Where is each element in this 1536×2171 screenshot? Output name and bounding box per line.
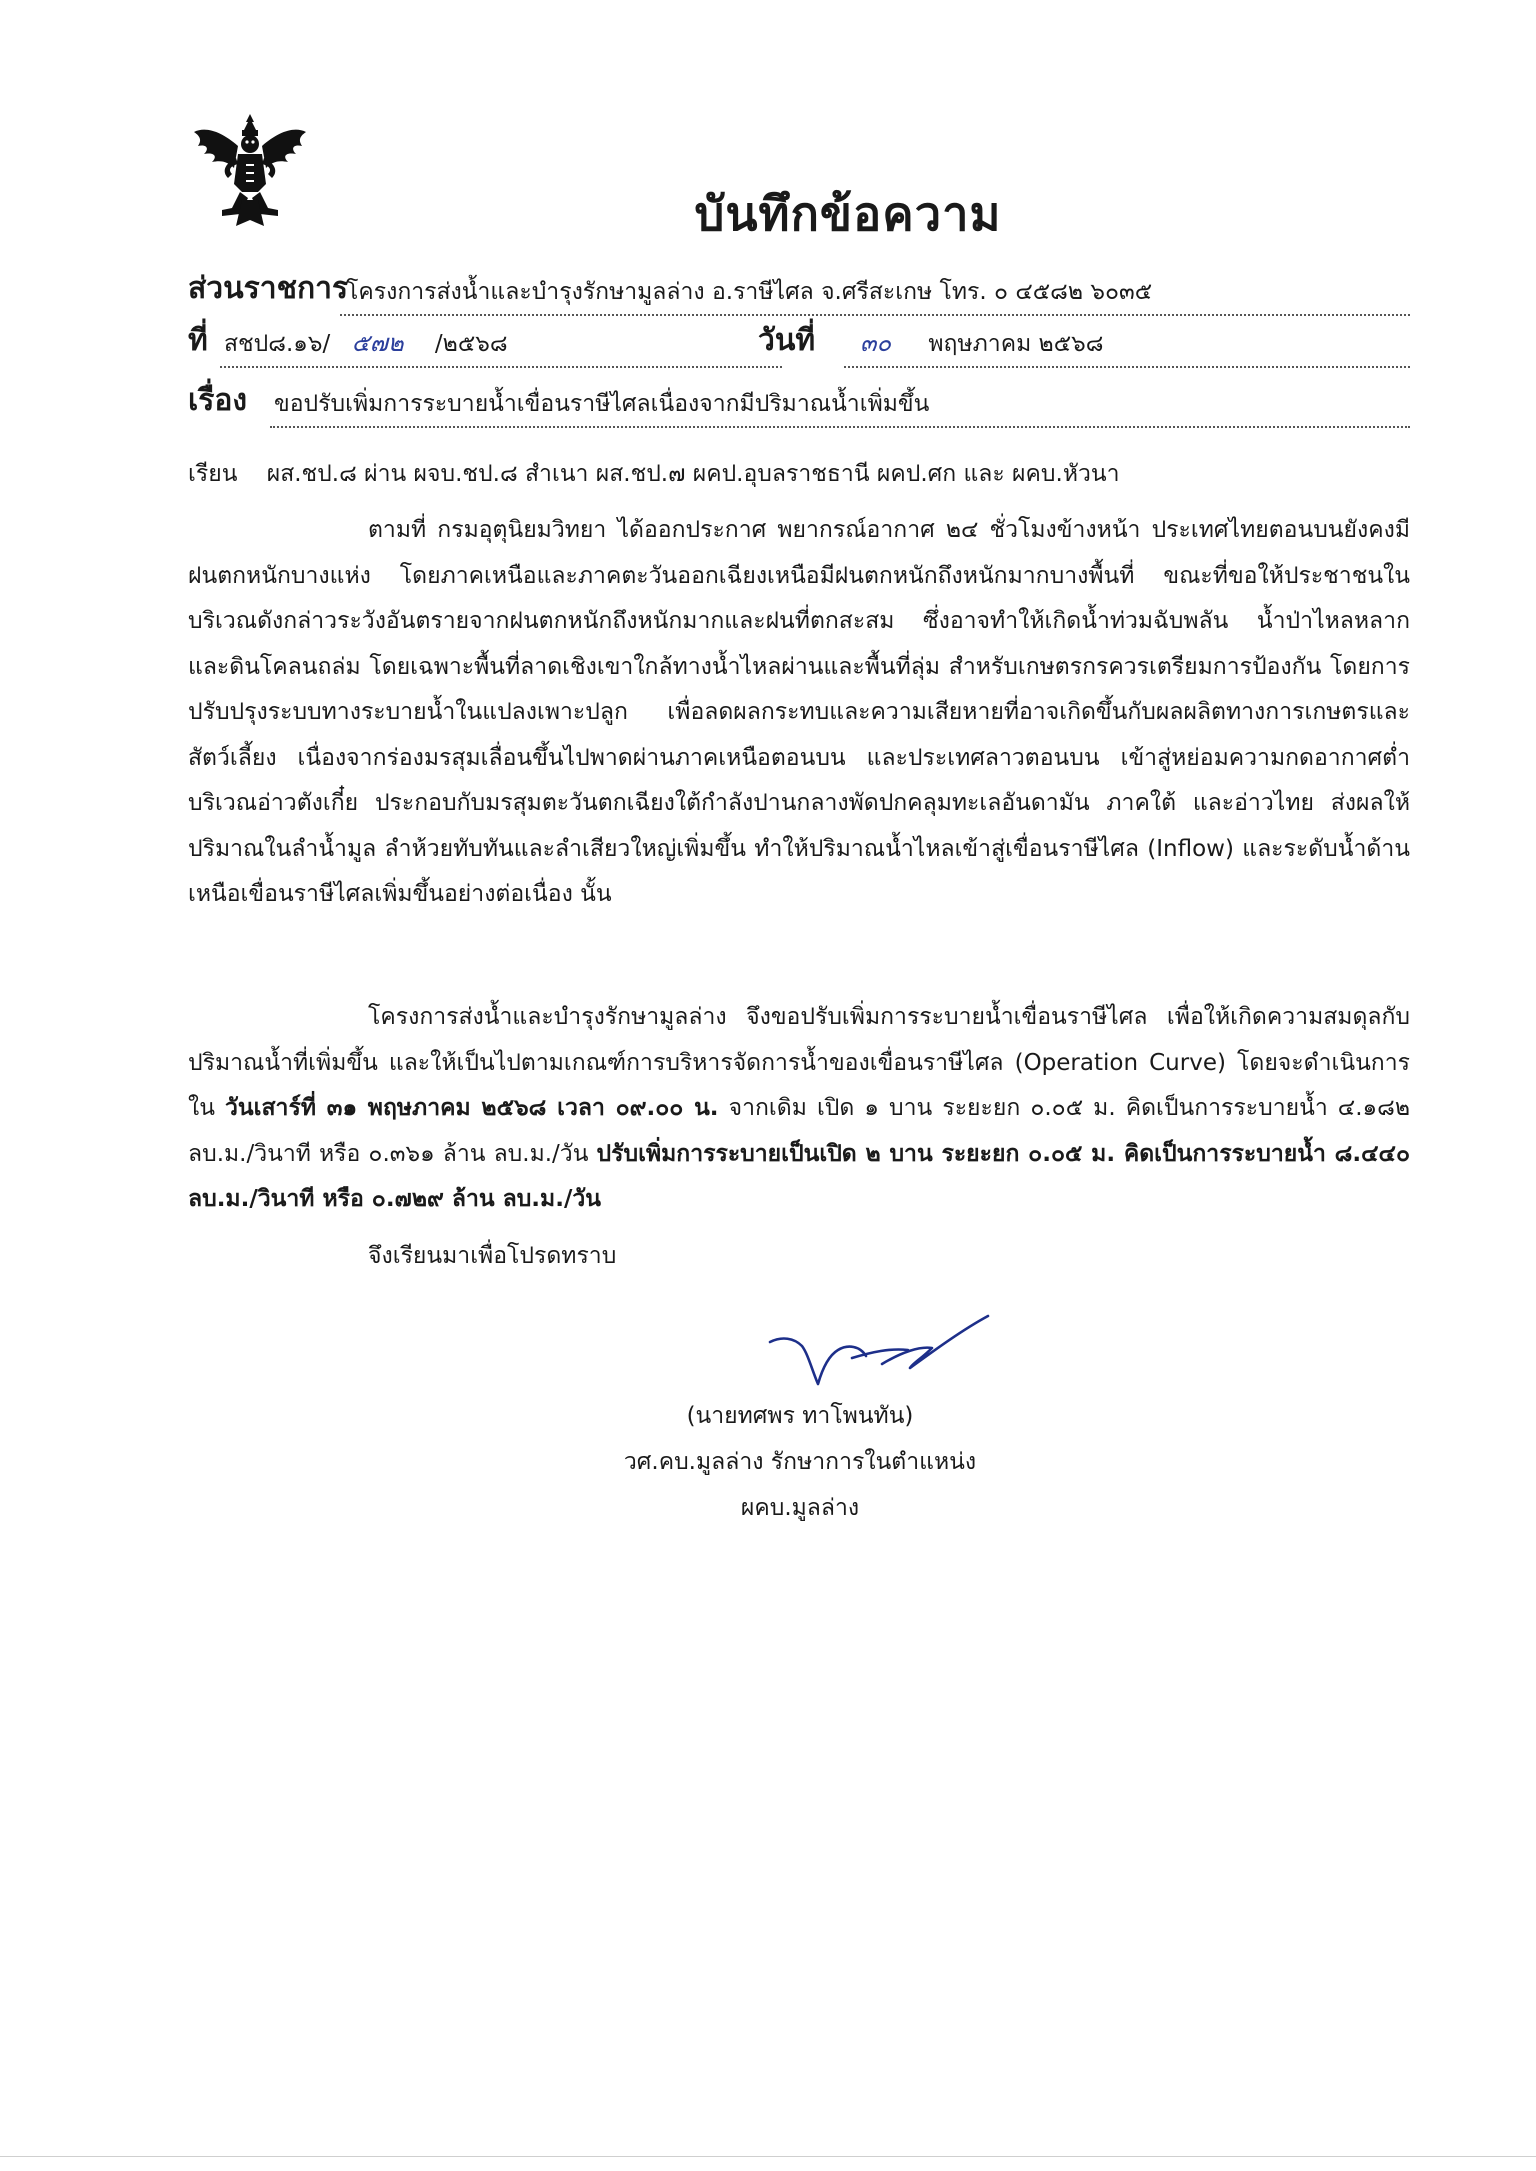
paragraph-2-new-discharge: ปรับเพิ่มการระบายเป็นเปิด ๒ บาน ระยะยก ๐.๐๕ ม. คิดเป็นการระบายน้ำ ๘.๔๔๐ ลบ.ม./วินาที หรือ ๐.๗๒๙ ล้าน ลบ.ม./วัน	[188, 1140, 1410, 1212]
body-paragraph-2	[188, 995, 1410, 1223]
body-paragraph-1	[188, 508, 1410, 918]
reference-suffix: /๒๕๖๘	[434, 331, 508, 357]
page-bottom-rule	[0, 2156, 1536, 2157]
reference-prefix: สชป๘.๑๖/	[224, 331, 331, 357]
paragraph-2-schedule: วันเสาร์ที่ ๓๑ พฤษภาคม ๒๕๖๘ เวลา ๐๙.๐๐ น.	[225, 1095, 719, 1121]
paragraph-1-text: ตามที่ กรมอุตุนิยมวิทยา ได้ออกประกาศ พยากรณ์อากาศ ๒๔ ชั่วโมงข้างหน้า ประเทศไทยตอนบนยังคงมีฝนตกหนักบางแห่ง โดยภาคเหนือและภาคตะวันออกเฉียงเหนือมีฝนตกหนักถึงหนักมากบางพื้นที่ ขณะที่ขอให้ประชาชนในบริเวณดังกล่าวระวังอันตรายจากฝนตกหนักถึงหนักมากและฝนที่ตกสะสม ซึ่งอาจทำให้เกิดน้ำท่วมฉับพลัน น้ำป่าไหลหลาก และดินโคลนถล่ม โดยเฉพาะพื้นที่ลาดเชิงเขาใกล้ทางน้ำไหลผ่านและพื้นที่ลุ่ม สำหรับเกษตรกรควรเตรียมการป้องกัน โดยการปรับปรุงระบบทางระบายน้ำในแปลงเพาะปลูก เพื่อลดผลกระทบและความเสียหายที่อาจเกิดขึ้นกับผลผลิตทางการเกษตรและสัตว์เลี้ยง เนื่องจากร่องมรสุมเลื่อนขึ้นไปพาดผ่านภาคเหนือตอนบน และประเทศลาวตอนบน เข้าสู่หย่อมความกดอากาศต่ำบริเวณอ่าวตังเกี๋ย ประกอบกับมรสุมตะวันตกเฉียงใต้กำลังปานกลางพัดปกคลุมทะเลอันดามัน ภาคใต้ และอ่าวไทย ส่งผลให้ปริมาณในลำน้ำมูล ลำห้วยทับทันและลำเสียวใหญ่เพิ่มขึ้น ทำให้ปริมาณน้ำไหลเข้าสู่เขื่อนราษีไศล (Inflow) และระดับน้ำด้านเหนือเขื่อนราษีไศลเพิ่มขึ้นอย่างต่อเนื่อง นั้น	[188, 517, 1410, 907]
reference-dotted-line	[220, 366, 782, 368]
closing-line: จึงเรียนมาเพื่อโปรดทราบ	[368, 1243, 617, 1269]
salutation	[188, 456, 1120, 492]
date-dotted-line	[844, 366, 1410, 368]
reference-date-row	[188, 323, 1410, 368]
paragraph-2-intro: โครงการส่งน้ำและบำรุงรักษามูลล่าง จึงขอปรับเพิ่มการระบายน้ำเขื่อนราษีไศล เพื่อให้เกิดความสมดุลกับปริมาณน้ำที่เพิ่มขึ้น และให้เป็นไปตามเกณฑ์การบริหารจัดการน้ำของเขื่อนราษีไศล (Operation Curve) โดยจะดำเนินการใน	[188, 1004, 1410, 1121]
signatory-title: ผคบ.มูลล่าง	[740, 1495, 860, 1521]
reference-number	[224, 323, 508, 362]
subject-row	[188, 383, 1410, 428]
handwritten-signature	[762, 1312, 992, 1392]
date-handwritten: ๓๐	[860, 329, 892, 357]
subject-label: เรื่อง	[188, 383, 248, 418]
signatory-block	[600, 1393, 1000, 1531]
date-month-year: พฤษภาคม ๒๕๖๘	[928, 331, 1104, 357]
reference-handwritten: ๕๗๒	[351, 329, 404, 357]
subject-dotted-line	[270, 426, 1410, 428]
document-title: บันทึกข้อความ	[694, 187, 1002, 242]
signatory-name: (นายทศพร ทาโพนทัน)	[686, 1403, 914, 1429]
department-value: โครงการส่งน้ำและบำรุงรักษามูลล่าง อ.ราษีไศล จ.ศรีสะเกษ โทร. ๐ ๔๕๘๒ ๖๐๓๕	[346, 279, 1153, 305]
signatory-position: วศ.คบ.มูลล่าง รักษาการในตำแหน่ง	[623, 1449, 977, 1475]
salutation-recipients: ผส.ชป.๘ ผ่าน ผจบ.ชป.๘ สำเนา ผส.ชป.๗ ผคป.อุบลราชธานี ผคป.ศก และ ผคบ.หัวนา	[266, 461, 1120, 487]
date-value	[848, 323, 1103, 362]
salutation-label: เรียน	[188, 461, 238, 487]
department-dotted-line	[340, 314, 1410, 316]
subject-value: ขอปรับเพิ่มการระบายน้ำเขื่อนราษีไศลเนื่องจากมีปริมาณน้ำเพิ่มขึ้น	[274, 391, 930, 417]
paragraph-2-previous-discharge: จากเดิม เปิด ๑ บาน ระยะยก ๐.๐๕ ม. คิดเป็นการระบายน้ำ ๔.๑๘๒ ลบ.ม./วินาที หรือ ๐.๓๖๑ ล้าน ลบ.ม./วัน	[188, 1095, 1411, 1167]
date-label: วันที่	[758, 323, 816, 358]
department-row	[188, 271, 1410, 316]
reference-label: ที่	[188, 323, 208, 358]
department-label: ส่วนราชการ	[188, 271, 349, 306]
